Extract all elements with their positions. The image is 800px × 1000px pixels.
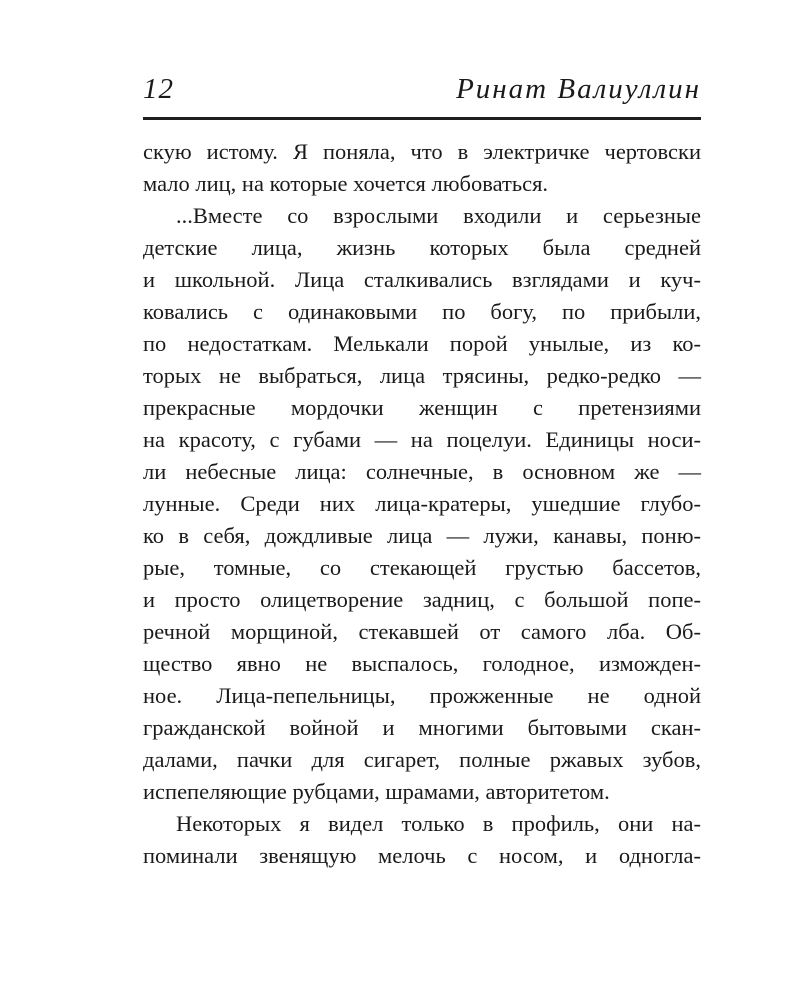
header-rule (143, 117, 701, 120)
page-number: 12 (143, 73, 174, 105)
text-line: ковались с одинаковыми по богу, по прибыли, (143, 299, 701, 324)
text-line: по недостаткам. Мелькали порой унылые, из ко- (143, 331, 701, 356)
text-line: Некоторых я видел только в профиль, они на- (176, 811, 701, 836)
text-line: испепеляющие рубцами, шрамами, авторитетом. (143, 779, 610, 804)
text-line: ное. Лица-пепельницы, прожженные не одной (143, 683, 701, 708)
text-line: ко в себя, дождливые лица — лужи, канавы, поню- (143, 523, 701, 548)
author-name: Ринат Валиуллин (456, 73, 701, 105)
text-line: и школьной. Лица сталкивались взглядами и куч- (143, 267, 701, 292)
text-line: детские лица, жизнь которых была средней (143, 235, 701, 260)
text-line: ли небесные лица: солнечные, в основном же — (143, 459, 701, 484)
text-line: и просто олицетворение задниц, с большой попе- (143, 587, 701, 612)
text-line: поминали звенящую мелочь с носом, и одногла- (143, 843, 701, 868)
text-line: речной морщиной, стекавшей от самого лба. Об- (143, 619, 701, 644)
body-text (143, 136, 701, 872)
text-line: ...Вместе со взрослыми входили и серьезные (176, 203, 701, 228)
text-line: гражданской войной и многими бытовыми скан- (143, 715, 701, 740)
text-line: рые, томные, со стекающей грустью бассетов, (143, 555, 701, 580)
text-line: далами, пачки для сигарет, полные ржавых зубов, (143, 747, 701, 772)
text-line: лунные. Среди них лица-кратеры, ушедшие глубо- (143, 491, 701, 516)
text-line: скую истому. Я поняла, что в электричке чертовски (143, 139, 701, 164)
text-line: торых не выбраться, лица трясины, редко-редко — (143, 363, 701, 388)
text-line: на красоту, с губами — на поцелуи. Единицы носи- (143, 427, 701, 452)
running-head (143, 70, 701, 110)
text-line: прекрасные мордочки женщин с претензиями (143, 395, 701, 420)
text-line: щество явно не выспалось, голодное, изможден- (143, 651, 701, 676)
text-line: мало лиц, на которые хочется любоваться. (143, 171, 549, 196)
